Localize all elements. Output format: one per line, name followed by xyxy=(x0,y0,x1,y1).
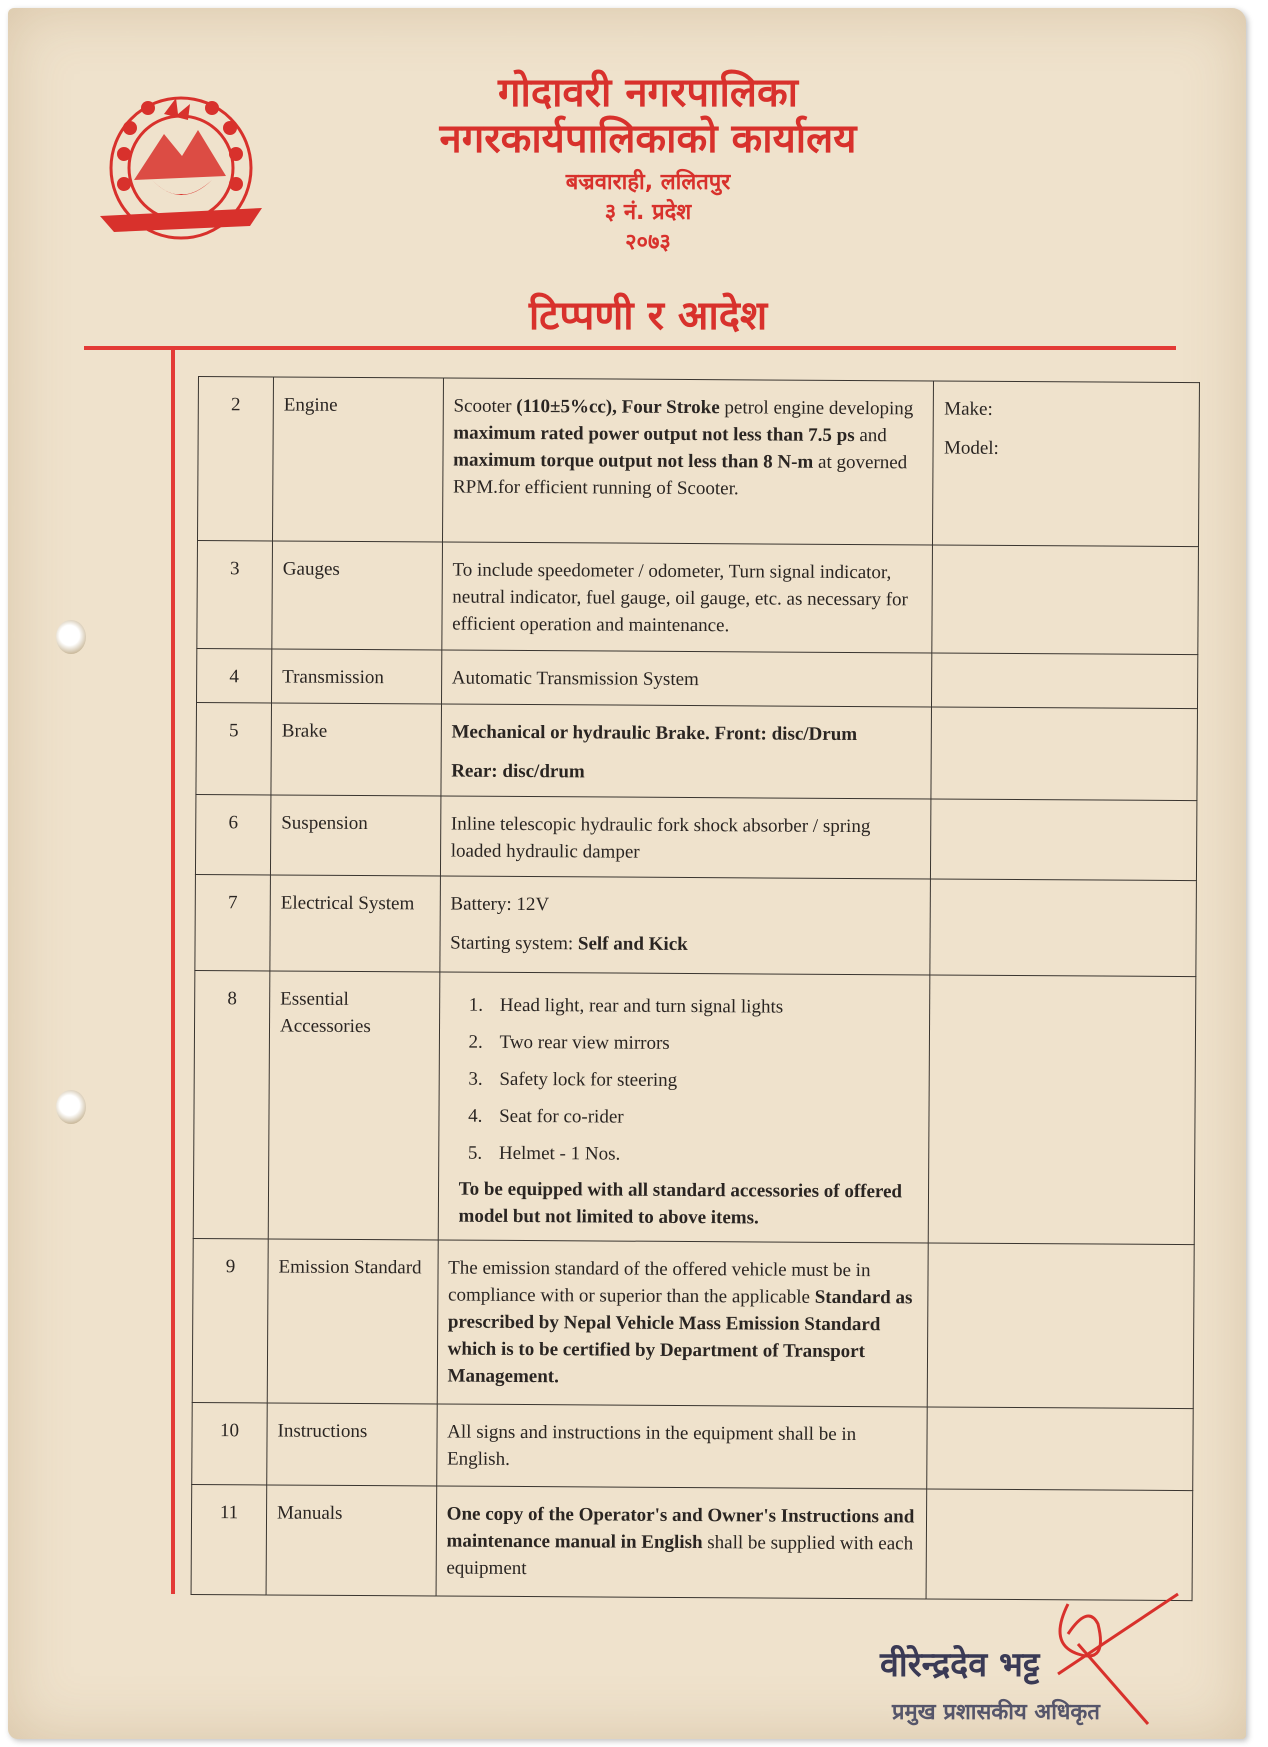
punch-hole xyxy=(56,620,86,654)
letterhead xyxy=(308,70,988,258)
model-label: Model: xyxy=(943,437,999,459)
row-item: Electrical System xyxy=(270,875,440,972)
row-number: 6 xyxy=(195,794,270,874)
table-row xyxy=(196,702,1198,800)
row-number: 10 xyxy=(192,1402,267,1484)
row-number: 11 xyxy=(191,1484,267,1594)
row-remarks xyxy=(932,545,1198,655)
table-row xyxy=(192,1402,1193,1490)
row-remarks xyxy=(927,1407,1193,1491)
signature-name: वीरेन्द्रदेव भट्ट xyxy=(880,1645,1040,1685)
row-item: Engine xyxy=(272,377,443,542)
punch-hole xyxy=(56,1090,86,1124)
list-item: 2. Two rear view mirrors xyxy=(487,1024,919,1064)
row-item: Manuals xyxy=(266,1485,436,1596)
row-description: Mechanical or hydraulic Brake. Front: disc/Drum Rear: disc/drum xyxy=(441,704,932,799)
office-name: नगरकार्यपालिकाको कार्यालय xyxy=(439,116,857,162)
margin-rule xyxy=(171,346,175,1594)
office-address: बज्रवाराही, ललितपुर xyxy=(565,170,731,195)
province: ३ नं. प्रदेश xyxy=(604,200,692,225)
table-row xyxy=(197,377,1199,547)
row-remarks xyxy=(932,653,1198,709)
row-remarks xyxy=(933,381,1200,547)
list-item: 3. Safety lock for steering xyxy=(487,1061,919,1101)
row-description: The emission standard of the offered vehicle must be in compliance with or superior than the applicable Standard as prescribed by Nepal Vehicle Mass Emission Standard which is to be certified by Department of Transport Management. xyxy=(437,1240,929,1407)
row-number: 2 xyxy=(197,377,273,541)
row-number: 7 xyxy=(195,874,271,970)
table-row xyxy=(192,1238,1194,1408)
row-remarks xyxy=(929,975,1196,1245)
row-item: Instructions xyxy=(267,1403,437,1486)
table-row xyxy=(195,794,1196,880)
row-item: Essential Accessories xyxy=(268,971,439,1240)
row-number: 8 xyxy=(193,970,270,1238)
row-description: Automatic Transmission System xyxy=(441,650,932,707)
row-description: All signs and instructions in the equipment shall be in English. xyxy=(436,1404,927,1489)
row-remarks xyxy=(930,879,1196,977)
table-row xyxy=(195,874,1197,976)
year: २०७३ xyxy=(625,230,671,255)
signature-title: प्रमुख प्रशासकीय अधिकृत xyxy=(892,1700,1100,1725)
list-item: 1. Head light, rear and turn signal lights xyxy=(488,987,920,1027)
row-description: To include speedometer / odometer, Turn signal indicator, neutral indicator, fuel gauge, oil gauge, etc. as necessary for efficient operation and maintenance. xyxy=(441,542,932,653)
list-item: 4. Seat for co-rider xyxy=(487,1098,919,1138)
page-heading: टिप्पणी र आदेश xyxy=(528,293,768,339)
row-item: Transmission xyxy=(272,649,442,704)
accessories-note: To be equipped with all standard accessories of offered model but not limited to above items. xyxy=(458,1178,903,1229)
row-number: 5 xyxy=(196,702,272,794)
row-remarks xyxy=(931,707,1197,801)
header-rule xyxy=(84,346,1176,350)
row-remarks xyxy=(931,799,1197,881)
row-number: 9 xyxy=(192,1238,268,1402)
row-item: Gauges xyxy=(272,541,442,650)
row-item: Brake xyxy=(271,703,441,796)
row-description: Inline telescopic hydraulic fork shock absorber / spring loaded hydraulic damper xyxy=(440,796,931,879)
accessories-list xyxy=(449,987,920,1175)
municipality-name: गोदावरी नगरपालिका xyxy=(497,70,799,116)
make-label: Make: xyxy=(944,398,993,420)
row-item: Suspension xyxy=(270,795,440,876)
row-item: Emission Standard xyxy=(267,1239,438,1404)
row-description xyxy=(438,972,930,1243)
table-row xyxy=(197,648,1198,708)
nepal-government-emblem-icon xyxy=(94,84,268,254)
row-number: 3 xyxy=(197,541,273,649)
specification-table xyxy=(191,376,1200,1601)
row-description: One copy of the Operator's and Owner's Instructions and maintenance manual in English shall be supplied with each equipment xyxy=(436,1486,927,1599)
table-row xyxy=(193,970,1196,1244)
row-description: Scooter (110±5%cc), Four Stroke petrol engine developing maximum rated power output not less than 7.5 ps and maximum torque output not less than 8 N-m at governed RPM.for efficient running of Scooter. xyxy=(442,378,934,545)
row-remarks xyxy=(928,1243,1195,1409)
list-item: 5. Helmet - 1 Nos. xyxy=(487,1135,919,1175)
row-description: Battery: 12V Starting system: Self and Kick xyxy=(440,876,931,975)
table-row xyxy=(197,541,1199,655)
row-number: 4 xyxy=(197,648,272,702)
